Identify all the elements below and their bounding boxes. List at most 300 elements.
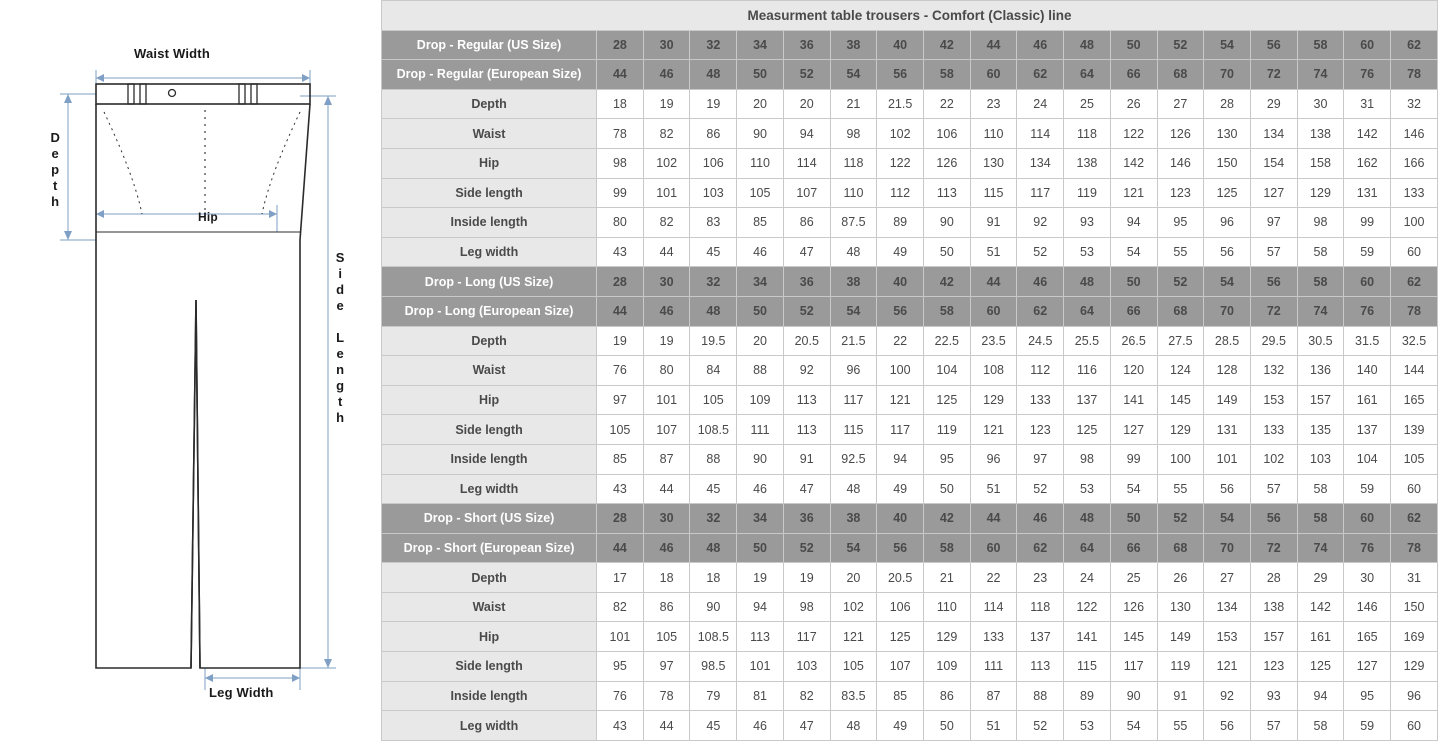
- cell-value: 19: [783, 563, 830, 593]
- row-label: Drop - Long (European Size): [382, 296, 597, 326]
- cell-value: 88: [737, 356, 784, 386]
- label-waist-width: Waist Width: [134, 46, 210, 61]
- cell-value: 125: [1064, 415, 1111, 445]
- cell-value: 125: [1204, 178, 1251, 208]
- cell-value: 166: [1391, 148, 1438, 178]
- cell-value: 43: [597, 237, 644, 267]
- cell-value: 48: [1064, 504, 1111, 534]
- cell-value: 57: [1250, 474, 1297, 504]
- cell-value: 97: [1250, 208, 1297, 238]
- cell-value: 55: [1157, 711, 1204, 741]
- cell-value: 136: [1297, 356, 1344, 386]
- cell-value: 112: [877, 178, 924, 208]
- row-label: Hip: [382, 148, 597, 178]
- cell-value: 76: [1344, 60, 1391, 90]
- cell-value: 82: [783, 681, 830, 711]
- cell-value: 126: [1110, 592, 1157, 622]
- cell-value: 25: [1110, 563, 1157, 593]
- table-row: [382, 119, 1438, 149]
- cell-value: 94: [1110, 208, 1157, 238]
- cell-value: 52: [783, 60, 830, 90]
- cell-value: 45: [690, 237, 737, 267]
- cell-value: 91: [1157, 681, 1204, 711]
- cell-value: 48: [830, 474, 877, 504]
- cell-value: 43: [597, 711, 644, 741]
- cell-value: 95: [597, 652, 644, 682]
- cell-value: 153: [1250, 385, 1297, 415]
- row-label: Hip: [382, 622, 597, 652]
- table-row: [382, 711, 1438, 741]
- cell-value: 96: [830, 356, 877, 386]
- row-label: Side length: [382, 652, 597, 682]
- cell-value: 86: [783, 208, 830, 238]
- cell-value: 52: [1017, 711, 1064, 741]
- label-depth: Depth: [47, 130, 63, 210]
- cell-value: 52: [783, 533, 830, 563]
- cell-value: 20: [783, 89, 830, 119]
- cell-value: 46: [737, 237, 784, 267]
- cell-value: 80: [643, 356, 690, 386]
- cell-value: 51: [970, 711, 1017, 741]
- cell-value: 109: [737, 385, 784, 415]
- cell-value: 123: [1250, 652, 1297, 682]
- cell-value: 101: [643, 178, 690, 208]
- cell-value: 38: [830, 30, 877, 60]
- cell-value: 74: [1297, 296, 1344, 326]
- cell-value: 133: [1017, 385, 1064, 415]
- cell-value: 81: [737, 681, 784, 711]
- cell-value: 95: [1344, 681, 1391, 711]
- cell-value: 95: [924, 444, 971, 474]
- cell-value: 58: [1297, 267, 1344, 297]
- cell-value: 142: [1110, 148, 1157, 178]
- cell-value: 68: [1157, 533, 1204, 563]
- cell-value: 90: [1110, 681, 1157, 711]
- cell-value: 44: [643, 711, 690, 741]
- cell-value: 158: [1297, 148, 1344, 178]
- cell-value: 102: [643, 148, 690, 178]
- cell-value: 51: [970, 474, 1017, 504]
- cell-value: 92: [783, 356, 830, 386]
- cell-value: 62: [1391, 504, 1438, 534]
- cell-value: 96: [970, 444, 1017, 474]
- cell-value: 19: [737, 563, 784, 593]
- cell-value: 133: [970, 622, 1017, 652]
- cell-value: 129: [970, 385, 1017, 415]
- cell-value: 116: [1064, 356, 1111, 386]
- cell-value: 25.5: [1064, 326, 1111, 356]
- cell-value: 121: [1204, 652, 1251, 682]
- cell-value: 100: [877, 356, 924, 386]
- cell-value: 82: [643, 208, 690, 238]
- cell-value: 62: [1017, 296, 1064, 326]
- cell-value: 48: [690, 296, 737, 326]
- cell-value: 149: [1157, 622, 1204, 652]
- cell-value: 54: [1110, 237, 1157, 267]
- cell-value: 44: [970, 504, 1017, 534]
- cell-value: 19: [597, 326, 644, 356]
- cell-value: 58: [924, 60, 971, 90]
- cell-value: 162: [1344, 148, 1391, 178]
- cell-value: 32: [690, 30, 737, 60]
- cell-value: 145: [1110, 622, 1157, 652]
- cell-value: 153: [1204, 622, 1251, 652]
- cell-value: 126: [1157, 119, 1204, 149]
- cell-value: 90: [737, 444, 784, 474]
- cell-value: 44: [970, 267, 1017, 297]
- cell-value: 118: [1064, 119, 1111, 149]
- cell-value: 86: [643, 592, 690, 622]
- cell-value: 113: [1017, 652, 1064, 682]
- cell-value: 100: [1391, 208, 1438, 238]
- cell-value: 36: [783, 504, 830, 534]
- cell-value: 44: [970, 30, 1017, 60]
- cell-value: 105: [643, 622, 690, 652]
- cell-value: 110: [924, 592, 971, 622]
- side-length-dimension: [300, 96, 336, 668]
- cell-value: 86: [924, 681, 971, 711]
- cell-value: 135: [1297, 415, 1344, 445]
- row-label: Leg width: [382, 474, 597, 504]
- cell-value: 20: [737, 326, 784, 356]
- cell-value: 50: [737, 533, 784, 563]
- cell-value: 114: [1017, 119, 1064, 149]
- cell-value: 92: [1017, 208, 1064, 238]
- cell-value: 107: [877, 652, 924, 682]
- cell-value: 20: [737, 89, 784, 119]
- cell-value: 133: [1250, 415, 1297, 445]
- cell-value: 95: [1157, 208, 1204, 238]
- cell-value: 46: [1017, 504, 1064, 534]
- cell-value: 90: [737, 119, 784, 149]
- cell-value: 122: [1110, 119, 1157, 149]
- cell-value: 80: [597, 208, 644, 238]
- cell-value: 140: [1344, 356, 1391, 386]
- cell-value: 30: [643, 267, 690, 297]
- cell-value: 121: [1110, 178, 1157, 208]
- cell-value: 34: [737, 267, 784, 297]
- table-row: [382, 60, 1438, 90]
- cell-value: 25: [1064, 89, 1111, 119]
- cell-value: 123: [1017, 415, 1064, 445]
- cell-value: 114: [970, 592, 1017, 622]
- cell-value: 45: [690, 474, 737, 504]
- cell-value: 46: [643, 296, 690, 326]
- cell-value: 112: [1017, 356, 1064, 386]
- cell-value: 90: [690, 592, 737, 622]
- cell-value: 103: [1297, 444, 1344, 474]
- cell-value: 58: [924, 533, 971, 563]
- cell-value: 119: [1157, 652, 1204, 682]
- cell-value: 90: [924, 208, 971, 238]
- cell-value: 29: [1250, 89, 1297, 119]
- table-row: [382, 30, 1438, 60]
- cell-value: 56: [877, 60, 924, 90]
- cell-value: 94: [783, 119, 830, 149]
- cell-value: 50: [1110, 504, 1157, 534]
- cell-value: 99: [1344, 208, 1391, 238]
- cell-value: 113: [737, 622, 784, 652]
- cell-value: 18: [690, 563, 737, 593]
- cell-value: 105: [737, 178, 784, 208]
- cell-value: 132: [1250, 356, 1297, 386]
- cell-value: 121: [877, 385, 924, 415]
- cell-value: 138: [1297, 119, 1344, 149]
- cell-value: 121: [970, 415, 1017, 445]
- table-row: [382, 326, 1438, 356]
- cell-value: 139: [1391, 415, 1438, 445]
- cell-value: 99: [1110, 444, 1157, 474]
- cell-value: 23: [1017, 563, 1064, 593]
- row-label: Side length: [382, 178, 597, 208]
- cell-value: 113: [783, 415, 830, 445]
- cell-value: 141: [1064, 622, 1111, 652]
- cell-value: 44: [597, 296, 644, 326]
- cell-value: 22: [877, 326, 924, 356]
- row-label: Waist: [382, 356, 597, 386]
- table-row: [382, 622, 1438, 652]
- cell-value: 52: [1017, 237, 1064, 267]
- cell-value: 76: [597, 356, 644, 386]
- cell-value: 99: [597, 178, 644, 208]
- cell-value: 53: [1064, 711, 1111, 741]
- row-label: Depth: [382, 326, 597, 356]
- cell-value: 53: [1064, 474, 1111, 504]
- table-row: [382, 533, 1438, 563]
- cell-value: 27: [1204, 563, 1251, 593]
- cell-value: 103: [690, 178, 737, 208]
- cell-value: 54: [1204, 504, 1251, 534]
- cell-value: 91: [783, 444, 830, 474]
- cell-value: 134: [1250, 119, 1297, 149]
- cell-value: 115: [830, 415, 877, 445]
- cell-value: 137: [1344, 415, 1391, 445]
- cell-value: 74: [1297, 60, 1344, 90]
- cell-value: 29: [1297, 563, 1344, 593]
- cell-value: 142: [1297, 592, 1344, 622]
- cell-value: 57: [1250, 711, 1297, 741]
- cell-value: 108: [970, 356, 1017, 386]
- cell-value: 105: [830, 652, 877, 682]
- cell-value: 62: [1391, 267, 1438, 297]
- cell-value: 76: [1344, 533, 1391, 563]
- cell-value: 86: [690, 119, 737, 149]
- belt-loops: [128, 84, 257, 104]
- cell-value: 161: [1297, 622, 1344, 652]
- cell-value: 129: [1157, 415, 1204, 445]
- cell-value: 20: [830, 563, 877, 593]
- cell-value: 36: [783, 30, 830, 60]
- cell-value: 145: [1157, 385, 1204, 415]
- cell-value: 27.5: [1157, 326, 1204, 356]
- cell-value: 94: [737, 592, 784, 622]
- cell-value: 50: [924, 711, 971, 741]
- cell-value: 54: [830, 60, 877, 90]
- cell-value: 78: [1391, 296, 1438, 326]
- cell-value: 62: [1391, 30, 1438, 60]
- cell-value: 52: [1157, 504, 1204, 534]
- cell-value: 68: [1157, 296, 1204, 326]
- cell-value: 110: [737, 148, 784, 178]
- cell-value: 111: [737, 415, 784, 445]
- table-row: [382, 296, 1438, 326]
- cell-value: 130: [1204, 119, 1251, 149]
- cell-value: 54: [1204, 267, 1251, 297]
- row-label: Drop - Long (US Size): [382, 267, 597, 297]
- table-row: [382, 178, 1438, 208]
- cell-value: 28: [597, 267, 644, 297]
- cell-value: 31: [1344, 89, 1391, 119]
- cell-value: 54: [830, 296, 877, 326]
- cell-value: 22: [924, 89, 971, 119]
- cell-value: 59: [1344, 237, 1391, 267]
- cell-value: 98: [830, 119, 877, 149]
- cell-value: 96: [1204, 208, 1251, 238]
- cell-value: 34: [737, 30, 784, 60]
- cell-value: 19.5: [690, 326, 737, 356]
- cell-value: 138: [1064, 148, 1111, 178]
- cell-value: 47: [783, 474, 830, 504]
- cell-value: 48: [830, 711, 877, 741]
- cell-value: 106: [690, 148, 737, 178]
- cell-value: 60: [1391, 237, 1438, 267]
- cell-value: 58: [1297, 504, 1344, 534]
- cell-value: 30: [643, 30, 690, 60]
- cell-value: 21: [830, 89, 877, 119]
- cell-value: 89: [1064, 681, 1111, 711]
- cell-value: 50: [924, 474, 971, 504]
- cell-value: 50: [1110, 267, 1157, 297]
- cell-value: 114: [783, 148, 830, 178]
- cell-value: 121: [830, 622, 877, 652]
- table-row: [382, 89, 1438, 119]
- cell-value: 46: [737, 474, 784, 504]
- cell-value: 161: [1344, 385, 1391, 415]
- cell-value: 130: [1157, 592, 1204, 622]
- cell-value: 64: [1064, 296, 1111, 326]
- cell-value: 59: [1344, 474, 1391, 504]
- cell-value: 98: [783, 592, 830, 622]
- cell-value: 96: [1391, 681, 1438, 711]
- cell-value: 52: [783, 296, 830, 326]
- table-row: [382, 652, 1438, 682]
- cell-value: 72: [1250, 533, 1297, 563]
- cell-value: 85: [737, 208, 784, 238]
- cell-value: 52: [1157, 30, 1204, 60]
- cell-value: 58: [1297, 30, 1344, 60]
- label-side-length: Side Length: [332, 250, 348, 426]
- cell-value: 78: [1391, 60, 1438, 90]
- cell-value: 76: [597, 681, 644, 711]
- table-row: [382, 592, 1438, 622]
- cell-value: 78: [643, 681, 690, 711]
- cell-value: 122: [1064, 592, 1111, 622]
- cell-value: 55: [1157, 237, 1204, 267]
- cell-value: 129: [1297, 178, 1344, 208]
- cell-value: 93: [1250, 681, 1297, 711]
- cell-value: 117: [1110, 652, 1157, 682]
- cell-value: 70: [1204, 533, 1251, 563]
- cell-value: 134: [1204, 592, 1251, 622]
- table-row: [382, 474, 1438, 504]
- table-row: [382, 444, 1438, 474]
- cell-value: 129: [1391, 652, 1438, 682]
- trouser-outline: [96, 84, 310, 668]
- hip-dimension: [96, 205, 277, 232]
- cell-value: 59: [1344, 711, 1391, 741]
- cell-value: 97: [643, 652, 690, 682]
- cell-value: 50: [737, 60, 784, 90]
- cell-value: 54: [1110, 474, 1157, 504]
- cell-value: 74: [1297, 533, 1344, 563]
- cell-value: 150: [1204, 148, 1251, 178]
- cell-value: 48: [1064, 267, 1111, 297]
- cell-value: 54: [1204, 30, 1251, 60]
- cell-value: 92: [1204, 681, 1251, 711]
- table-row: [382, 267, 1438, 297]
- cell-value: 55: [1157, 474, 1204, 504]
- row-label: Inside length: [382, 681, 597, 711]
- cell-value: 54: [830, 533, 877, 563]
- cell-value: 62: [1017, 533, 1064, 563]
- cell-value: 62: [1017, 60, 1064, 90]
- cell-value: 98.5: [690, 652, 737, 682]
- cell-value: 28: [1204, 89, 1251, 119]
- cell-value: 97: [1017, 444, 1064, 474]
- cell-value: 44: [597, 60, 644, 90]
- cell-value: 72: [1250, 296, 1297, 326]
- cell-value: 19: [643, 326, 690, 356]
- cell-value: 84: [690, 356, 737, 386]
- cell-value: 60: [1344, 267, 1391, 297]
- cell-value: 60: [1391, 711, 1438, 741]
- measurement-table: [381, 0, 1438, 741]
- cell-value: 82: [597, 592, 644, 622]
- cell-value: 58: [1297, 474, 1344, 504]
- cell-value: 30.5: [1297, 326, 1344, 356]
- cell-value: 22.5: [924, 326, 971, 356]
- cell-value: 106: [877, 592, 924, 622]
- cell-value: 46: [1017, 30, 1064, 60]
- cell-value: 56: [877, 296, 924, 326]
- cell-value: 32.5: [1391, 326, 1438, 356]
- cell-value: 58: [1297, 237, 1344, 267]
- cell-value: 78: [597, 119, 644, 149]
- cell-value: 126: [924, 148, 971, 178]
- table-row: [382, 237, 1438, 267]
- cell-value: 118: [1017, 592, 1064, 622]
- cell-value: 94: [1297, 681, 1344, 711]
- cell-value: 57: [1250, 237, 1297, 267]
- cell-value: 127: [1110, 415, 1157, 445]
- cell-value: 113: [783, 385, 830, 415]
- cell-value: 40: [877, 267, 924, 297]
- cell-value: 49: [877, 474, 924, 504]
- cell-value: 64: [1064, 533, 1111, 563]
- row-label: Side length: [382, 415, 597, 445]
- cell-value: 26: [1157, 563, 1204, 593]
- cell-value: 134: [1017, 148, 1064, 178]
- trouser-diagram: [0, 0, 381, 747]
- cell-value: 53: [1064, 237, 1111, 267]
- row-label: Waist: [382, 119, 597, 149]
- cell-value: 117: [877, 415, 924, 445]
- cell-value: 42: [924, 30, 971, 60]
- cell-value: 19: [690, 89, 737, 119]
- cell-value: 111: [970, 652, 1017, 682]
- cell-value: 107: [783, 178, 830, 208]
- cell-value: 60: [970, 296, 1017, 326]
